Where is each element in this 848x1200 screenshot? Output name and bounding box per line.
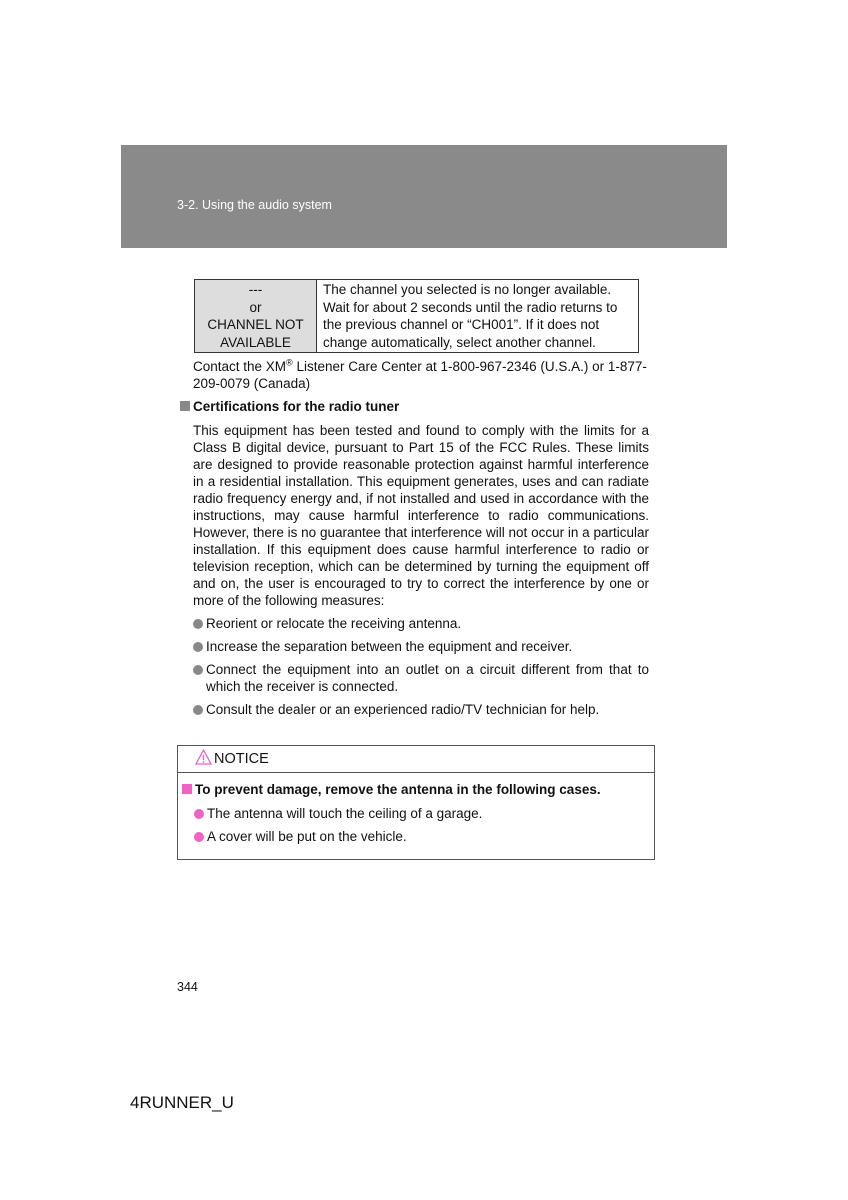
measure-text: Reorient or relocate the receiving antenna. [206,616,462,631]
header-band [121,145,727,248]
list-item [193,638,649,655]
status-code-line: AVAILABLE [220,334,291,350]
section-title: 3-2. Using the audio system [177,198,332,212]
list-item [194,828,482,845]
contact-prefix: Contact the XM [193,359,287,374]
notice-heading-text: To prevent damage, remove the antenna in the following cases. [195,782,601,797]
contact-line-2: 209-0079 (Canada) [193,376,311,391]
measure-text: Connect the equipment into an outlet on a circuit different from that to which the receiver is connected. [206,662,649,694]
list-item [193,661,649,695]
registered-mark: ® [286,357,293,368]
contact-line-1 [193,358,649,375]
description-line: change automatically, select another channel. [323,334,596,350]
document-code: 4RUNNER_U [130,1093,234,1112]
pink-dot-icon [194,828,207,845]
description-line: the previous channel or “CH001”. If it does not [323,317,600,332]
channel-status-table [194,279,639,353]
notice-list [194,805,482,851]
status-code-line: --- [248,282,263,297]
square-bullet-icon [182,784,192,794]
bullet-dot-icon [193,638,206,655]
measure-text: Consult the dealer or an experienced radio/TV technician for help. [206,702,600,717]
list-item [193,701,649,718]
list-item [193,615,649,632]
page-number: 344 [177,980,198,994]
status-code-line: CHANNEL NOT [207,317,304,332]
notice-header [178,746,654,773]
bullet-dot-icon [193,701,206,718]
notice-heading [182,782,601,797]
bullet-dot-icon [193,615,206,632]
notice-item-text: A cover will be put on the vehicle. [207,829,407,844]
notice-box [177,745,655,860]
bullet-dot-icon [193,661,206,695]
description-line: The channel you selected is no longer available. [323,282,612,297]
certification-heading [180,399,399,414]
status-code-cell [195,280,317,353]
status-code-line: or [249,299,262,315]
status-description-cell [317,280,639,353]
square-bullet-icon [180,401,190,411]
contact-note [193,358,649,392]
list-item [194,805,482,822]
contact-text: Listener Care Center at 1-800-967-2346 (U.S.A.) or 1-877- [292,359,647,374]
warning-triangle-icon [195,749,212,765]
description-line: Wait for about 2 seconds until the radio returns to [323,299,618,315]
measure-text: Increase the separation between the equipment and receiver. [206,639,573,654]
certification-heading-text: Certifications for the radio tuner [193,399,400,414]
notice-item-text: The antenna will touch the ceiling of a garage. [207,806,483,821]
notice-title: NOTICE [214,751,269,767]
measures-list [193,615,649,724]
table-row [195,280,639,353]
pink-dot-icon [194,805,207,822]
certification-paragraph: This equipment has been tested and found to comply with the limits for a Class B digital device, pursuant to Part 15 of the FCC Rules. These limits are designed to provide reasonable protection against harmful interference in a residential installation. This equipment generates, uses and can radiate radio frequency energy and, if not installed and used in accordance with the instructions, may cause harmful interference to radio communications. However, there is no guarantee that interference will not occur in a particular installation. If this equipment does cause harmful interference to radio or television reception, which can be determined by turning the equipment off and on, the user is encouraged to try to correct the interference by one or more of the following measures: [193,423,649,608]
